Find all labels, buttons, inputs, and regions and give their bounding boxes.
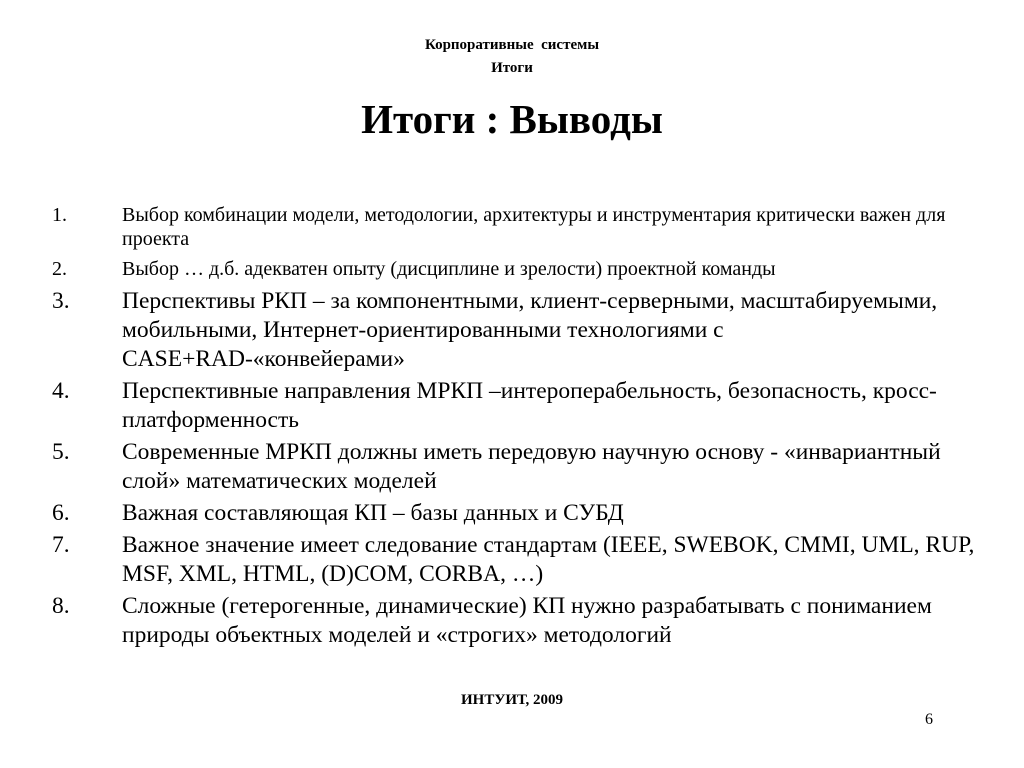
list-item bbox=[52, 287, 982, 374]
list-item-number: 1. bbox=[52, 204, 67, 226]
page-number: 6 bbox=[925, 711, 933, 728]
list-item bbox=[52, 438, 982, 496]
list-item bbox=[52, 592, 982, 650]
list-item-number: 5. bbox=[52, 439, 70, 465]
header-section-name: Итоги bbox=[491, 60, 533, 76]
list-item bbox=[52, 257, 982, 281]
list-item-text: Перспективы РКП – за компонентными, клиент-серверными, масштабируемыми, мобильными, Интернет-ориентированными технологиями с CASE+RAD-«конвейерами» bbox=[122, 288, 938, 372]
list-item-number: 7. bbox=[52, 532, 70, 558]
list-item bbox=[52, 531, 982, 589]
list-item bbox=[52, 203, 982, 251]
list-item-text: Важное значение имеет следование стандартам (IEEE, SWEBOK, CMMI, UML, RUP, MSF, XML, HTML, (D)COM, CORBA, …) bbox=[122, 532, 975, 587]
list-item-number: 2. bbox=[52, 258, 67, 280]
header-course-name: Корпоративные системы bbox=[424, 37, 600, 53]
list-item-number: 3. bbox=[52, 288, 70, 314]
list-item-text: Современные МРКП должны иметь передовую научную основу - «инвариантный слой» математических моделей bbox=[122, 439, 941, 494]
list-item bbox=[52, 499, 982, 528]
list-item-number: 6. bbox=[52, 500, 70, 526]
list-item-text: Выбор … д.б. адекватен опыту (дисциплине и зрелости) проектной команды bbox=[122, 258, 776, 280]
list-item-text: Перспективные направления МРКП –интероперабельность, безопасность, кросс-платформенность bbox=[122, 378, 937, 433]
list-item bbox=[52, 377, 982, 435]
slide-footer: ИНТУИТ, 2009 bbox=[460, 692, 564, 708]
list-item-text: Важная составляющая КП – базы данных и СУБД bbox=[122, 500, 624, 526]
list-item-number: 8. bbox=[52, 593, 70, 619]
conclusions-list bbox=[52, 203, 982, 653]
list-item-text: Сложные (гетерогенные, динамические) КП нужно разрабатывать с пониманием природы объектных моделей и «строгих» методологий bbox=[122, 593, 932, 648]
slide-title: Итоги : Выводы bbox=[361, 96, 663, 142]
list-item-text: Выбор комбинации модели, методологии, архитектуры и инструментария критически важен для проекта bbox=[122, 204, 946, 250]
list-item-number: 4. bbox=[52, 378, 70, 404]
slide-header bbox=[0, 34, 1024, 80]
